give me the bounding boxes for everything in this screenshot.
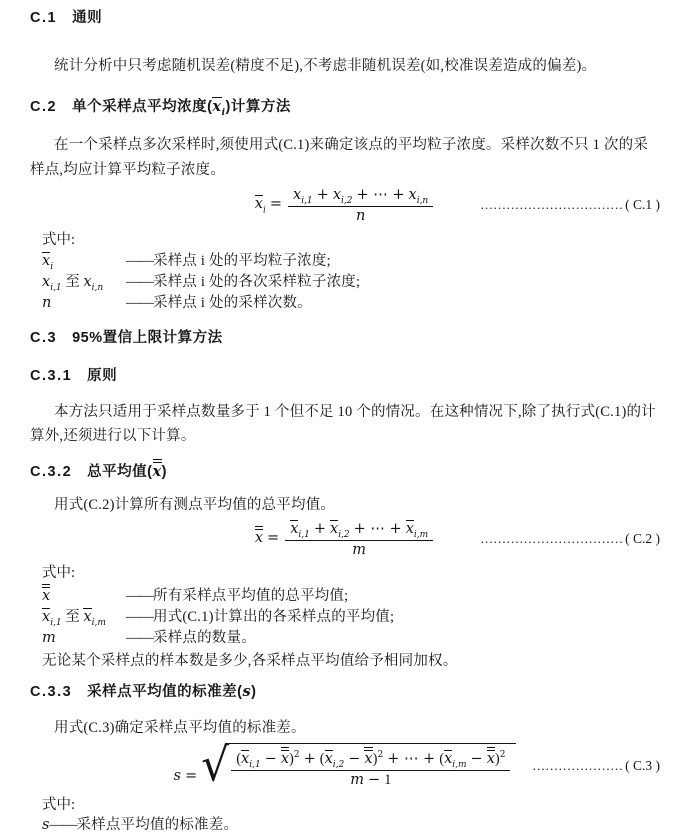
heading-c33-number: C.3.3 [30,684,73,700]
heading-c31 [30,366,660,386]
definition-dash: —— [49,817,77,833]
equal-weighting-note: 无论某个采样点的样本数是多少,各采样点平均值给予相同加权。 [42,653,458,669]
fraction-denominator [231,771,510,789]
math-var-x: x [332,186,341,203]
definition-dash: —— [126,588,153,604]
squared-exponent: 2 [377,750,384,761]
heading-c31-title: 原则 [87,368,118,384]
math-var-s: s [173,768,181,784]
equals-sign: = [267,530,280,547]
definition-dash: —— [126,295,153,311]
math-var-xbar: x [42,609,51,625]
math-var-x: x [408,186,417,203]
paragraph-c31: 本方法只适用于采样点数量多于 1 个但不足 10 个的情况。在这种情况下,除了执行式(C.1)的计算外,还须进行以下计算。 [30,404,656,444]
math-var-xbar: x [290,521,299,537]
math-var-xbar: x [444,751,453,767]
formula-c2-math [255,520,435,558]
math-var-xbar: x [405,521,414,537]
math-var-xdoublebar [255,526,263,546]
math-var-s: s [242,683,252,700]
math-sub-in: i,n [416,195,429,206]
definition-row [42,272,660,293]
math-var-xbar: x [241,751,250,767]
ellipsis-plus: + ⋯ + [387,751,436,767]
math-var-xbar: x [330,521,339,537]
math-var-xdoublebar [364,747,372,767]
math-var-x: x [83,274,92,290]
math-var-xdoublebar [487,747,495,767]
dot-leader: …………………………… [480,531,624,546]
math-var-x: x [293,186,302,203]
symbol-xbar-i [42,251,126,272]
math-var-x: x [42,588,51,604]
symbol-m: m [42,630,56,646]
heading-c3-number: C.3 [30,330,58,346]
math-var-x: x [486,751,495,767]
definition-row [42,607,660,628]
plus-sign: + [316,186,329,203]
definition-text: 用式(C.1)计算出的各采样点的平均值; [153,609,395,625]
math-var-xdoublebar [281,747,289,767]
math-var-x: x [42,274,51,290]
left-paren: ( [439,751,445,767]
definition-row [42,628,660,649]
ellipsis-plus: + ⋯ + [353,521,402,537]
symbol-xbari1-to-xbarim [42,607,126,628]
heading-c2-title-pre: 单个采样点平均浓度( [72,99,213,115]
math-var-xbar: x [254,196,263,213]
math-sub-i: i [50,261,54,272]
math-sub-i1: i,1 [50,282,62,293]
left-paren: ( [319,751,325,767]
where-label: 式中: [42,565,76,581]
math-sub-i: i [221,107,226,118]
definition-text: 采样点 i 处的平均粒子浓度; [153,253,331,269]
math-sub-i1: i,1 [50,617,62,628]
paragraph-c33: 用式(C.3)确定采样点平均值的标准差。 [54,720,306,736]
math-sub-i1: i,1 [249,759,261,770]
math-var-xbar: x [212,98,222,115]
heading-c32-title-pre: 总平均值( [87,464,153,480]
math-sub-in: i,n [91,282,104,293]
math-var-xbar: x [324,751,333,767]
left-paren: ( [236,751,242,767]
formula-c1 [30,183,660,227]
equals-sign: = [269,196,282,213]
minus-sign: − [367,772,381,788]
heading-c1-number: C.1 [30,10,58,26]
fraction-numerator [231,747,510,771]
plus-sign: + [313,521,326,537]
heading-c32 [30,459,660,482]
math-var-xdoublebar [153,459,162,480]
right-paren: ) [494,751,500,767]
symbol-xi1-to-xin [42,272,126,293]
definition-text: 所有采样点平均值的总平均值; [153,588,349,604]
formula-c2-reference [480,531,660,547]
heading-c31-number: C.3.1 [30,368,73,384]
definition-row [42,251,660,272]
math-var-xbar: x [42,253,51,269]
formula-c2-label: ( C.2 ) [625,531,660,546]
square-root: √ $\frac{(x_{i,1} - x)^2 + (x_{i,2} - x)^2 + \cdots + (x_{i,m} - x)^2}{m - 1}$ [201,743,516,789]
right-paren: ) [372,751,378,767]
heading-c1-title: 通则 [72,10,103,26]
heading-c2-number: C.2 [30,99,58,115]
symbol-s: s [42,817,50,833]
math-sub-i1: i,1 [301,195,313,206]
formula-c3-label: ( C.3 ) [625,758,660,773]
squared-exponent: 2 [293,750,300,761]
math-var-x: x [152,463,162,480]
formula-c1-math [255,187,435,224]
dot-leader: …………………………… [480,197,624,212]
math-sub-i2: i,2 [332,759,345,770]
math-sub-im: i,m [452,759,467,770]
math-var-m: m [350,772,364,788]
math-var-x: x [280,751,290,767]
fraction [288,187,433,224]
plus-sign: + [303,751,316,767]
formula-c3-reference [532,758,660,774]
math-sub-im: i,m [91,617,106,628]
equals-sign: = [184,768,198,784]
math-sub-i: i [262,205,266,216]
definition-text: 采样点的数量。 [153,630,256,646]
fraction-numerator [285,520,433,541]
math-sub-im: i,m [413,529,429,540]
where-label: 式中: [42,232,76,248]
definition-dash: —— [126,274,153,290]
definition-text: 采样点 i 处的各次采样粒子浓度; [153,274,361,290]
heading-c33-title-pre: 采样点平均值的标准差( [87,684,243,700]
definition-dash: —— [126,609,153,625]
math-var-xdoublebar [42,584,50,604]
formula-c3-math [173,738,517,793]
to-word: 至 [61,274,84,290]
definition-row-s [42,815,660,835]
dot-leader: ………………… [532,758,624,773]
definition-dash: —— [126,630,153,646]
math-var-x: x [254,530,264,547]
math-var-x: x [364,751,373,767]
minus-sign: − [348,751,361,767]
heading-c33-title-post: ) [251,684,257,700]
math-sub-i2: i,2 [338,529,350,540]
math-sub-i2: i,2 [341,195,353,206]
math-var-m: m [352,542,367,558]
minus-sign: − [264,751,277,767]
minus-sign: − [470,751,483,767]
definition-row [42,293,660,314]
heading-c32-title-post: ) [161,464,168,480]
heading-c33-title [87,684,256,700]
symbol-definitions-c2 [42,584,660,649]
heading-c2-title-post: )计算方法 [225,99,291,115]
fraction-numerator [288,187,433,207]
formula-c2 [30,518,660,560]
definition-dash: —— [126,253,153,269]
definition-row [42,584,660,607]
number-one: 1 [384,772,392,788]
heading-c32-number: C.3.2 [30,464,73,480]
squared-exponent: 2 [499,750,506,761]
symbol-n: n [42,295,52,311]
where-label: 式中: [42,797,76,813]
math-sub-i1: i,1 [298,529,310,540]
right-paren: ) [289,751,294,767]
to-word: 至 [61,609,84,625]
symbol-xdoublebar [42,584,126,607]
math-var-n: n [355,207,366,224]
formula-c1-reference [480,197,660,213]
heading-c1 [30,8,660,28]
fraction [231,747,510,789]
paragraph-c2: 在一个采样点多次采样时,须使用式(C.1)来确定该点的平均粒子浓度。采样次数不只 1 次的采样点,均应计算平均粒子浓度。 [30,137,649,178]
radicand [225,743,516,789]
heading-c33 [30,682,660,702]
definition-text: 采样点平均值的标准差。 [76,817,239,833]
heading-c32-title [87,464,167,480]
heading-c3-title: 95%置信上限计算方法 [72,330,223,346]
symbol-definitions-c1 [42,251,660,314]
paragraph-c32: 用式(C.2)计算所有测点平均值的总平均值。 [54,497,336,513]
math-var-xbar: x [83,609,92,625]
formula-c3 [30,738,660,793]
heading-c3 [30,328,660,348]
heading-c2 [30,97,660,117]
paragraph-c1: 统计分析中只考虑随机误差(精度不足),不考虑非随机误差(如,校准误差造成的偏差)。 [54,58,597,74]
fraction [285,520,433,558]
definition-text: 采样点 i 处的采样次数。 [153,295,312,311]
ellipsis-plus: + ⋯ + [356,186,405,203]
heading-c2-title [72,98,291,118]
formula-c1-label: ( C.1 ) [625,197,660,212]
